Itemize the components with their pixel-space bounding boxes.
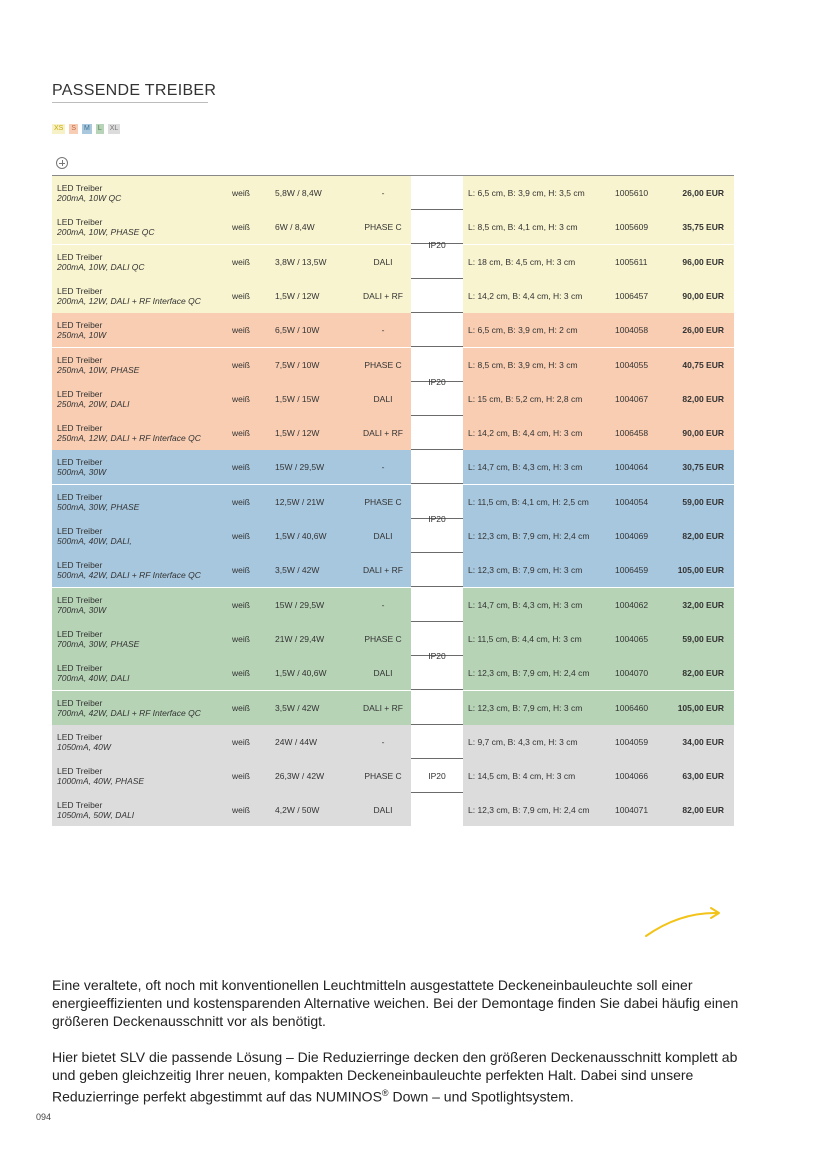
product-spec: 250mA, 12W, DALI + RF Interface QC: [57, 433, 201, 444]
product-name: [57, 286, 201, 306]
dimming-cell: PHASE C: [364, 359, 402, 370]
product-title: LED Treiber: [57, 491, 103, 502]
size-cell: L: 14,2 cm, B: 4,4 cm, H: 3 cm: [468, 428, 583, 439]
dimming-cell: DALI + RF: [363, 428, 403, 439]
article-number: 1006458: [615, 428, 649, 439]
product-name: [57, 355, 139, 375]
product-name: [57, 389, 129, 409]
table-row: [52, 553, 734, 587]
color-cell: weiß: [232, 531, 250, 541]
article-number: 1004058: [615, 325, 649, 336]
product-spec: 1000mA, 40W, PHASE: [57, 776, 145, 787]
size-cell: L: 12,3 cm, B: 7,9 cm, H: 2,4 cm: [468, 531, 590, 541]
product-spec: 500mA, 42W, DALI + RF Interface QC: [57, 570, 201, 581]
size-cell: L: 6,5 cm, B: 3,9 cm, H: 3,5 cm: [468, 188, 585, 198]
power-cell: 24W / 44W: [275, 736, 318, 747]
product-spec: 1050mA, 40W: [57, 741, 111, 752]
size-tag: XS: [54, 125, 64, 132]
product-name: [57, 423, 201, 443]
article-number: 1004066: [615, 771, 649, 782]
product-title: LED Treiber: [57, 697, 103, 708]
power-cell: 6W / 8,4W: [275, 222, 315, 233]
size-cell: L: 11,5 cm, B: 4,1 cm, H: 2,5 cm: [468, 496, 589, 507]
color-cell: weiß: [232, 668, 250, 679]
product-title: LED Treiber: [57, 183, 103, 193]
power-cell: 1,5W / 15W: [275, 393, 320, 404]
product-name: [57, 217, 154, 237]
power-cell: 7,5W / 10W: [275, 359, 320, 370]
price-cell: 63,00 EUR: [682, 771, 724, 782]
power-cell: 3,5W / 42W: [275, 565, 320, 576]
article-number: 1004069: [615, 531, 649, 541]
price-cell: 82,00 EUR: [682, 668, 724, 679]
product-title: LED Treiber: [57, 560, 103, 571]
power-cell: 4,2W / 50W: [275, 805, 320, 816]
price-cell: 90,00 EUR: [682, 428, 724, 439]
product-name: [57, 766, 144, 786]
table-row: [52, 382, 734, 416]
dimming-cell: DALI + RF: [363, 290, 403, 301]
color-cell: weiß: [232, 565, 250, 576]
price-cell: 26,00 EUR: [682, 188, 724, 198]
table-row: [52, 588, 734, 622]
dimming-cell: DALI: [373, 668, 393, 679]
article-number: 1004062: [615, 599, 649, 610]
product-name: [57, 320, 106, 340]
article-number: 1006457: [615, 290, 649, 301]
table-row: [52, 245, 734, 279]
color-cell: weiß: [232, 359, 250, 370]
table-row: [52, 759, 734, 793]
price-cell: 30,75 EUR: [682, 462, 724, 473]
product-title: LED Treiber: [57, 354, 103, 365]
article-number: 1006459: [615, 565, 649, 576]
price-cell: 32,00 EUR: [682, 599, 724, 610]
dimming-cell: DALI + RF: [363, 565, 403, 576]
price-cell: 82,00 EUR: [682, 805, 724, 816]
dimming-cell: DALI: [373, 393, 393, 404]
product-title: LED Treiber: [57, 628, 103, 639]
size-cell: L: 14,7 cm, B: 4,3 cm, H: 3 cm: [468, 462, 583, 473]
size-cell: L: 6,5 cm, B: 3,9 cm, H: 2 cm: [468, 325, 578, 336]
color-cell: weiß: [232, 736, 250, 747]
article-number: 1004055: [615, 359, 649, 370]
color-cell: weiß: [232, 633, 250, 644]
table-row: [52, 313, 734, 347]
dimming-cell: PHASE C: [364, 771, 402, 782]
power-cell: 12,5W / 21W: [275, 496, 325, 507]
size-cell: L: 9,7 cm, B: 4,3 cm, H: 3 cm: [468, 736, 578, 747]
size-cell: L: 14,5 cm, B: 4 cm, H: 3 cm: [468, 771, 576, 782]
product-name: [57, 526, 132, 546]
color-cell: weiß: [232, 805, 250, 816]
product-title: LED Treiber: [57, 217, 103, 228]
size-cell: L: 15 cm, B: 5,2 cm, H: 2,8 cm: [468, 393, 583, 404]
price-cell: 59,00 EUR: [682, 633, 724, 644]
dimming-cell: DALI + RF: [363, 702, 403, 713]
table-row: [52, 485, 734, 519]
product-title: LED Treiber: [57, 663, 103, 674]
product-spec: 1050mA, 50W, DALI: [57, 810, 135, 821]
size-cell: L: 12,3 cm, B: 7,9 cm, H: 3 cm: [468, 702, 583, 713]
product-title: LED Treiber: [57, 423, 103, 434]
power-cell: 1,5W / 12W: [275, 428, 320, 439]
price-cell: 59,00 EUR: [682, 496, 724, 507]
article-number: 1004070: [615, 668, 649, 679]
ip-rating: IP20: [428, 376, 446, 387]
product-title: LED Treiber: [57, 526, 103, 536]
title-underline: [52, 102, 208, 103]
price-cell: 82,00 EUR: [682, 531, 724, 541]
size-cell: L: 18 cm, B: 4,5 cm, H: 3 cm: [468, 256, 576, 267]
ip-rating: IP20: [428, 651, 446, 662]
size-tag: S: [71, 125, 77, 132]
table-row: [52, 279, 734, 313]
product-spec: 500mA, 40W, DALI,: [57, 536, 132, 546]
price-cell: 40,75 EUR: [682, 359, 724, 370]
intro-paragraph: Eine veraltete, oft noch mit konventionellen Leuchtmitteln ausgestattete Deckeneinbauleuchte soll einer energieeffizienten und kostensparenden Alternative weichen. Bei der Demontage finden Sie dabei häufig einen größeren Deckenausschnitt vor als benötigt.: [52, 977, 739, 1029]
size-cell: L: 11,5 cm, B: 4,4 cm, H: 3 cm: [468, 633, 582, 644]
article-number: 1004059: [615, 736, 649, 747]
power-cell: 5,8W / 8,4W: [275, 188, 322, 198]
dimming-cell: DALI: [373, 531, 393, 541]
product-spec: 250mA, 10W, PHASE: [57, 364, 140, 375]
product-name: [57, 252, 145, 272]
color-cell: weiß: [232, 496, 250, 507]
article-number: 1004065: [615, 633, 649, 644]
price-cell: 96,00 EUR: [682, 256, 724, 267]
solution-paragraph: [52, 1048, 742, 1106]
product-spec: 500mA, 30W: [57, 467, 107, 478]
product-name: [57, 457, 106, 477]
product-title: LED Treiber: [57, 800, 103, 811]
table-row: [52, 622, 734, 656]
size-cell: L: 8,5 cm, B: 4,1 cm, H: 3 cm: [468, 222, 578, 233]
size-cell: L: 12,3 cm, B: 7,9 cm, H: 2,4 cm: [468, 805, 590, 816]
product-name: [57, 183, 121, 203]
arrow-icon: [640, 900, 730, 945]
article-number: 1005609: [615, 222, 649, 233]
table-row: [52, 519, 734, 553]
table-row: [52, 691, 734, 725]
ip-rating: IP20: [428, 239, 446, 250]
power-cell: 26,3W / 42W: [275, 771, 325, 782]
color-cell: weiß: [232, 428, 250, 439]
size-tag: XL: [109, 125, 119, 132]
product-name: [57, 629, 139, 649]
power-cell: 15W / 29,5W: [275, 599, 325, 610]
table-row: [52, 450, 734, 484]
product-spec: 700mA, 40W, DALI: [57, 673, 130, 684]
table-row: [52, 348, 734, 382]
size-tag: L: [97, 125, 102, 132]
power-cell: 15W / 29,5W: [275, 462, 325, 473]
product-name: [57, 595, 106, 615]
price-cell: 82,00 EUR: [682, 393, 724, 404]
price-cell: 105,00 EUR: [677, 702, 724, 713]
color-cell: weiß: [232, 290, 250, 301]
ip-rating: IP20: [428, 514, 446, 524]
color-cell: weiß: [232, 222, 250, 233]
color-cell: weiß: [232, 599, 250, 610]
ip-rating: IP20: [428, 771, 446, 782]
power-cell: 1,5W / 40,6W: [275, 531, 327, 541]
article-number: 1004067: [615, 393, 649, 404]
power-cell: 1,5W / 12W: [275, 290, 320, 301]
color-cell: weiß: [232, 325, 250, 336]
price-cell: 26,00 EUR: [682, 325, 724, 336]
table-row: [52, 210, 734, 244]
product-spec: 200mA, 10W, DALI QC: [57, 261, 145, 272]
product-name: [57, 698, 201, 718]
dimming-cell: DALI: [373, 256, 393, 267]
dimming-cell: -: [381, 736, 385, 747]
color-cell: weiß: [232, 256, 250, 267]
power-cell: 3,5W / 42W: [275, 702, 320, 713]
power-cell: 6,5W / 10W: [275, 325, 320, 336]
article-number: 1006460: [615, 702, 649, 713]
power-cell: 3,8W / 13,5W: [275, 256, 327, 267]
color-cell: weiß: [232, 188, 250, 198]
dimming-cell: PHASE C: [364, 222, 402, 233]
product-spec: 200mA, 10W, PHASE QC: [57, 227, 155, 238]
color-cell: weiß: [232, 702, 250, 713]
page-title: PASSENDE TREIBER: [52, 82, 217, 99]
product-name: [57, 800, 134, 820]
product-spec: 700mA, 30W: [57, 604, 107, 615]
table-row: [52, 176, 734, 210]
color-cell: weiß: [232, 462, 250, 473]
size-cell: L: 12,3 cm, B: 7,9 cm, H: 3 cm: [468, 565, 583, 576]
dimming-cell: DALI: [373, 805, 393, 816]
article-number: 1004071: [615, 805, 649, 816]
table-row: [52, 656, 734, 690]
dimming-cell: -: [381, 325, 385, 336]
product-title: LED Treiber: [57, 388, 103, 399]
color-cell: weiß: [232, 771, 250, 782]
article-number: 1004054: [615, 496, 649, 507]
expand-icon[interactable]: [56, 157, 68, 169]
product-spec: 500mA, 30W, PHASE: [57, 501, 140, 512]
dimming-cell: PHASE C: [364, 496, 402, 507]
power-cell: 21W / 29,4W: [275, 633, 325, 644]
size-cell: L: 8,5 cm, B: 3,9 cm, H: 3 cm: [468, 359, 578, 370]
size-legend: [52, 124, 120, 134]
article-number: 1005610: [615, 188, 649, 198]
product-spec: 250mA, 20W, DALI: [57, 398, 130, 409]
solution-text-end: Down – und Spotlightsystem.: [388, 1088, 574, 1105]
product-name: [57, 560, 201, 580]
product-spec: 700mA, 42W, DALI + RF Interface QC: [57, 707, 201, 718]
size-tag: M: [84, 125, 90, 132]
table-row: [52, 793, 734, 826]
product-title: LED Treiber: [57, 320, 103, 331]
product-spec: 200mA, 10W QC: [57, 193, 122, 203]
table-row: [52, 725, 734, 759]
size-cell: L: 14,7 cm, B: 4,3 cm, H: 3 cm: [468, 599, 583, 610]
product-title: LED Treiber: [57, 251, 103, 262]
product-name: [57, 732, 111, 752]
dimming-cell: -: [381, 599, 385, 610]
price-cell: 35,75 EUR: [682, 222, 724, 233]
product-spec: 700mA, 30W, PHASE: [57, 638, 140, 649]
product-name: [57, 663, 129, 683]
product-title: LED Treiber: [57, 285, 103, 296]
price-cell: 105,00 EUR: [677, 565, 724, 576]
dimming-cell: PHASE C: [364, 633, 402, 644]
product-name: [57, 492, 139, 512]
product-title: LED Treiber: [57, 766, 103, 777]
product-spec: 250mA, 10W: [57, 330, 107, 341]
color-cell: weiß: [232, 393, 250, 404]
product-title: LED Treiber: [57, 457, 103, 468]
price-cell: 90,00 EUR: [682, 290, 724, 301]
product-spec: 200mA, 12W, DALI + RF Interface QC: [57, 295, 201, 306]
table-row: [52, 416, 734, 450]
product-title: LED Treiber: [57, 594, 103, 605]
size-cell: L: 12,3 cm, B: 7,9 cm, H: 2,4 cm: [468, 668, 590, 679]
power-cell: 1,5W / 40,6W: [275, 668, 327, 679]
dimming-cell: -: [381, 188, 385, 198]
page-number: 094: [36, 1112, 52, 1122]
registered-mark: ®: [381, 1088, 389, 1098]
size-cell: L: 14,2 cm, B: 4,4 cm, H: 3 cm: [468, 290, 583, 301]
price-cell: 34,00 EUR: [682, 736, 724, 747]
dimming-cell: -: [381, 462, 385, 473]
article-number: 1005611: [615, 256, 648, 267]
product-title: LED Treiber: [57, 731, 103, 742]
solution-text: Hier bietet SLV die passende Lösung – Die Reduzierringe decken den größeren Deckenausschnitt komplett ab und geben gleichzeitig Ihrer neuen, kompakten Deckeneinbauleuchte perfekten Halt. Dabei sind unsere Reduzierringe perfekt abgestimmt auf das NUMINOS: [52, 1049, 738, 1105]
article-number: 1004064: [615, 462, 649, 473]
